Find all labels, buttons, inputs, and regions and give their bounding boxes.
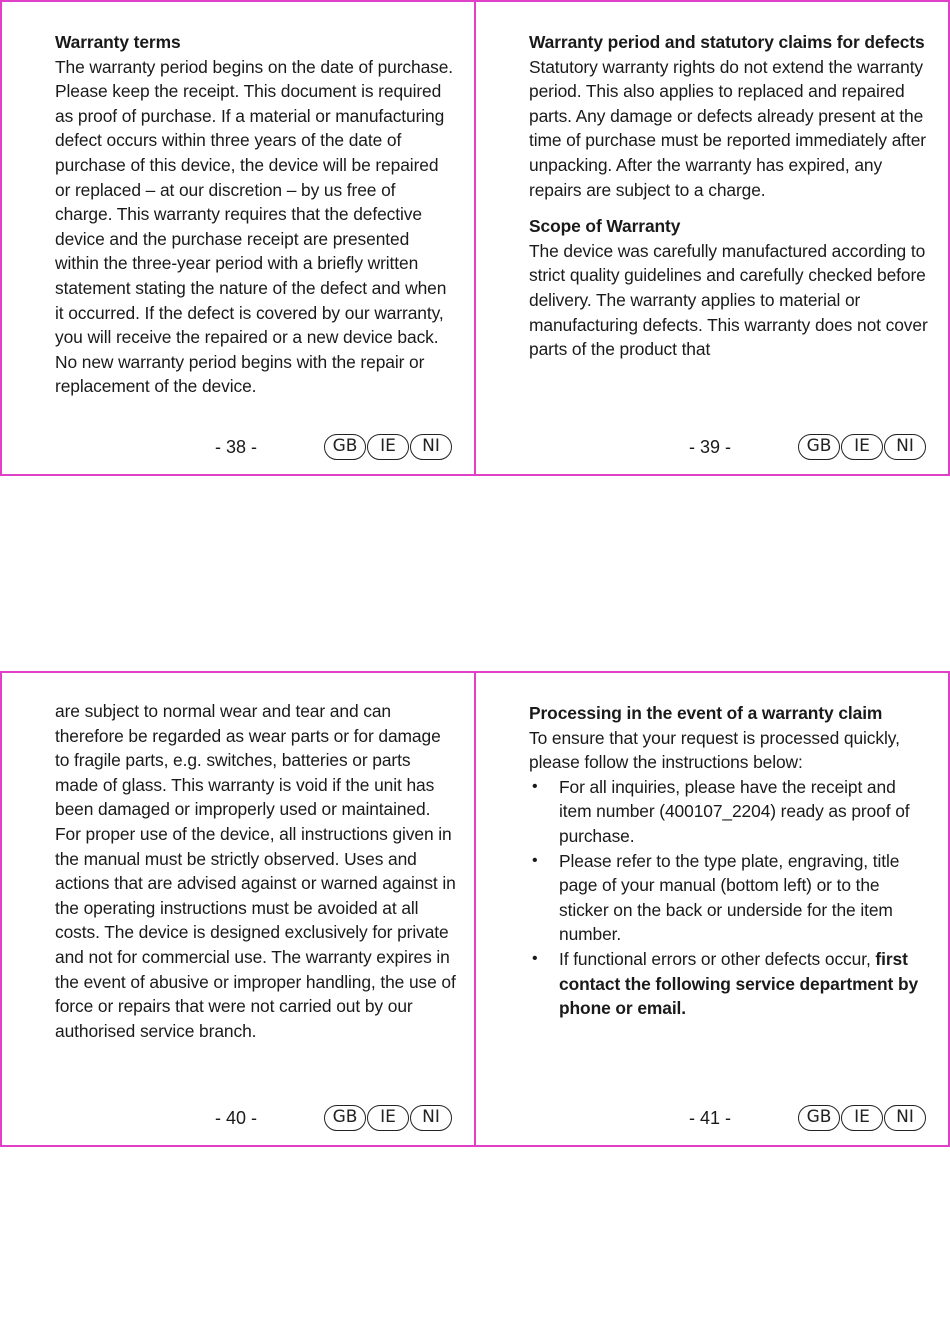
list-item-text: Please refer to the type plate, engraving, title page of your manual (bottom left) or to the sticker on the back or underside for the item number.	[559, 850, 900, 945]
page-content	[529, 701, 931, 1021]
section-heading: Warranty terms	[55, 32, 181, 52]
page-number: - 40 -	[215, 1108, 258, 1128]
country-badges	[798, 434, 928, 462]
page-39	[474, 0, 950, 476]
list-item-text: If functional errors or other defects occur,	[559, 948, 876, 969]
country-badge-ie: IE	[841, 1105, 883, 1131]
page-38	[0, 0, 476, 476]
page-footer	[2, 434, 474, 462]
country-badges	[798, 1105, 928, 1133]
page-number: - 38 -	[215, 437, 258, 457]
page-content	[529, 30, 931, 362]
country-badge-ie: IE	[367, 1105, 409, 1131]
paragraph: Statutory warranty rights do not extend the warranty period. This also applies to replaced and repaired parts. Any damage or defects already present at the time of purchase must be reported immediately after unpacking. After the warranty has expired, any repairs are subject to a charge.	[529, 56, 926, 200]
page-40	[0, 671, 476, 1147]
country-badges	[324, 1105, 454, 1133]
country-badge-ni: NI	[410, 1105, 452, 1131]
country-badge-ni: NI	[884, 434, 926, 460]
country-badge-ie: IE	[367, 434, 409, 460]
paragraph: To ensure that your request is processed quickly, please follow the instructions below:	[529, 727, 900, 773]
page-41	[474, 671, 950, 1147]
country-badge-gb: GB	[324, 1105, 366, 1131]
section-heading: Processing in the event of a warranty claim	[529, 703, 883, 723]
country-badge-gb: GB	[798, 434, 840, 460]
page-content	[55, 30, 457, 399]
page-number: - 39 -	[689, 437, 732, 457]
paragraph: are subject to normal wear and tear and can therefore be regarded as wear parts or for damage to fragile parts, e.g. switches, batteries or parts made of glass. This warranty is void if the unit has been damaged or improperly used or maintained. For proper use of the device, all instructions given in the manual must be strictly observed. Uses and actions that are advised against or warned against in the operating instructions must be avoided at all costs. The device is designed exclusively for private and not for commercial use. The warranty expires in the event of abusive or improper handling, the use of force or repairs that were not carried out by our authorised service branch.	[55, 701, 456, 1041]
list-item	[529, 849, 931, 947]
bullet-icon: •	[532, 851, 538, 869]
list-item	[529, 775, 931, 849]
page-number: - 41 -	[689, 1108, 732, 1128]
spacer	[529, 202, 931, 214]
paragraph: The device was carefully manufactured according to strict quality guidelines and carefully checked before delivery. The warranty applies to material or manufacturing defects. This warranty does not cover parts of the product that	[529, 240, 928, 360]
list-item-text: For all inquiries, please have the receipt and item number (400107_2204) ready as proof of purchase.	[559, 776, 910, 846]
country-badges	[324, 434, 454, 462]
page-content	[55, 699, 457, 1043]
country-badge-gb: GB	[798, 1105, 840, 1131]
country-badge-ni: NI	[884, 1105, 926, 1131]
page-footer	[2, 1105, 474, 1133]
instruction-list	[529, 775, 931, 1021]
bullet-icon: •	[532, 949, 538, 967]
section-heading: Scope of Warranty	[529, 216, 681, 237]
list-item-emphasis: first contact the following service department by phone or email.	[559, 948, 919, 1019]
country-badge-ie: IE	[841, 434, 883, 460]
paragraph: The warranty period begins on the date of purchase. Please keep the receipt. This document is required as proof of purchase. If a material or manufacturing defect occurs within three years of the date of purchase of this device, the device will be repaired or replaced – at our discretion – by us free of charge. This warranty requires that the defective device and the purchase receipt are presented within the three-year period with a briefly written statement stating the nature of the defect and when it occurred. If the defect is covered by our warranty, you will receive the repaired or a new device back. No new warranty period begins with the repair or replacement of the device.	[55, 56, 454, 397]
section-heading: Warranty period and statutory claims for defects	[529, 32, 925, 52]
bullet-icon: •	[532, 777, 538, 795]
page-footer	[476, 1105, 948, 1133]
country-badge-gb: GB	[324, 434, 366, 460]
page-footer	[476, 434, 948, 462]
country-badge-ni: NI	[410, 434, 452, 460]
list-item	[529, 947, 931, 1021]
